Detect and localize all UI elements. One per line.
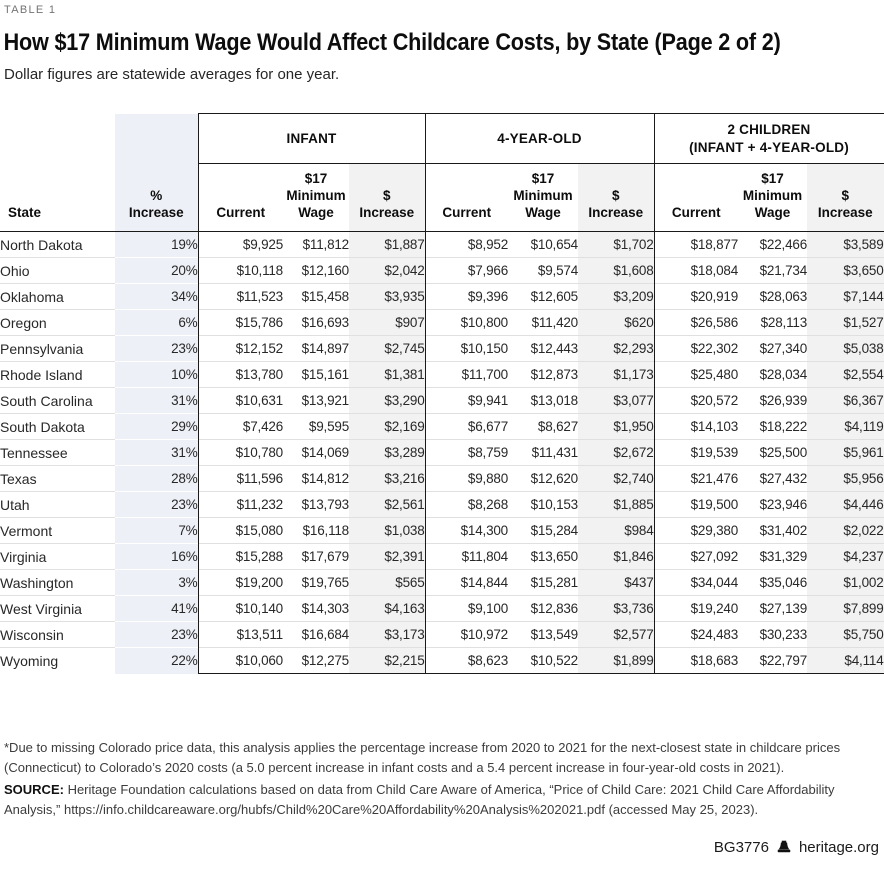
source-label: SOURCE: [4, 782, 64, 798]
table-row [0, 648, 884, 674]
value-cell: $11,431 [508, 440, 578, 466]
table-body [0, 232, 884, 674]
value-cell: $11,523 [198, 284, 283, 310]
value-cell: $2,740 [578, 466, 654, 492]
pct-increase-cell: 10% [115, 362, 198, 388]
report-id: BG3776 [713, 838, 769, 856]
value-cell: $10,631 [198, 388, 283, 414]
page-footer [0, 839, 884, 856]
value-cell: $8,952 [425, 232, 508, 258]
value-cell: $3,935 [349, 284, 425, 310]
value-cell: $3,589 [807, 232, 884, 258]
pct-increase-cell: 29% [115, 414, 198, 440]
table-row [0, 570, 884, 596]
table-label: TABLE 1 [4, 4, 57, 16]
state-cell: Utah [0, 492, 115, 518]
pct-increase-cell: 3% [115, 570, 198, 596]
value-cell: $4,446 [807, 492, 884, 518]
value-cell: $15,080 [198, 518, 283, 544]
page-subtitle: Dollar figures are statewide averages for one year. [4, 66, 340, 83]
value-cell: $1,002 [807, 570, 884, 596]
value-cell: $2,215 [349, 648, 425, 674]
value-cell: $15,786 [198, 310, 283, 336]
table-row [0, 544, 884, 570]
value-cell: $1,608 [578, 258, 654, 284]
value-cell: $5,961 [807, 440, 884, 466]
value-cell: $2,745 [349, 336, 425, 362]
value-cell: $1,038 [349, 518, 425, 544]
value-cell: $22,466 [759, 237, 808, 252]
table-row [0, 388, 884, 414]
state-cell: Oklahoma [0, 284, 115, 310]
value-cell: $13,793 [283, 492, 349, 518]
value-cell: $14,897 [283, 336, 349, 362]
group-header-infant: INFANT [198, 114, 425, 164]
value-cell: $28,113 [738, 310, 807, 336]
value-cell: $15,458 [283, 284, 349, 310]
table-row [0, 518, 884, 544]
heritage-bell-icon [776, 840, 792, 855]
value-cell: $7,144 [807, 284, 884, 310]
pct-increase-cell: 22% [115, 648, 198, 674]
state-cell: Vermont [0, 518, 115, 544]
value-cell: $9,574 [508, 258, 578, 284]
value-cell: $26,939 [738, 388, 807, 414]
value-cell: $19,200 [198, 570, 283, 596]
value-cell: $4,163 [349, 596, 425, 622]
value-cell: $907 [349, 310, 425, 336]
value-cell: $5,956 [807, 466, 884, 492]
value-cell: $3,736 [578, 596, 654, 622]
table-row [0, 362, 884, 388]
table-row [0, 622, 884, 648]
value-cell: $12,160 [283, 258, 349, 284]
value-cell: $29,380 [654, 518, 738, 544]
value-cell: $1,173 [578, 362, 654, 388]
value-cell: $8,627 [508, 414, 578, 440]
value-cell: $2,577 [578, 622, 654, 648]
value-cell: $2,022 [807, 518, 884, 544]
column-header-state: State [0, 164, 115, 232]
value-cell: $1,702 [578, 232, 654, 258]
value-cell: $18,877 [654, 232, 738, 258]
value-cell: $2,042 [349, 258, 425, 284]
sub-header-2ch-current: Current [654, 164, 738, 232]
pct-increase-cell: 41% [115, 596, 198, 622]
value-cell: $16,693 [283, 310, 349, 336]
page-title: How $17 Minimum Wage Would Affect Childcare Costs, by State (Page 2 of 2) [3, 29, 781, 56]
value-cell: $26,586 [654, 310, 738, 336]
value-cell: $620 [578, 310, 654, 336]
value-cell: $2,293 [578, 336, 654, 362]
value-cell: $1,846 [578, 544, 654, 570]
value-cell: $2,672 [578, 440, 654, 466]
state-cell: Pennsylvania [0, 336, 115, 362]
state-cell: Virginia [0, 544, 115, 570]
sub-header-4yo-min-wage: $17 Minimum Wage [508, 164, 578, 232]
value-cell: $4,119 [807, 414, 884, 440]
value-cell: $25,500 [738, 440, 807, 466]
value-cell: $22,302 [654, 336, 738, 362]
table-row [0, 336, 884, 362]
table-row [0, 258, 884, 284]
value-cell: $11,232 [198, 492, 283, 518]
value-cell: $15,288 [198, 544, 283, 570]
value-cell: $11,804 [425, 544, 508, 570]
value-cell: $12,152 [198, 336, 283, 362]
pct-increase-cell: 34% [115, 284, 198, 310]
value-cell: $14,069 [283, 440, 349, 466]
value-cell: $14,103 [654, 414, 738, 440]
value-cell: $12,836 [508, 596, 578, 622]
value-cell: $6,677 [425, 414, 508, 440]
value-cell: $10,153 [508, 492, 578, 518]
table-row [0, 492, 884, 518]
value-cell: $3,290 [349, 388, 425, 414]
pct-increase-cell: 28% [115, 466, 198, 492]
sub-header-infant-increase: $ Increase [349, 164, 425, 232]
value-cell: $5,750 [807, 622, 884, 648]
sub-header-2ch-increase: $ Increase [807, 164, 884, 232]
value-cell: $3,289 [349, 440, 425, 466]
value-cell: $15,284 [508, 518, 578, 544]
value-cell: $11,700 [425, 362, 508, 388]
value-cell: $1,899 [578, 648, 654, 674]
value-cell: $13,549 [508, 622, 578, 648]
sub-header-2ch-min-wage: $17 Minimum Wage [738, 164, 807, 232]
value-cell: $18,683 [654, 648, 738, 674]
value-cell: $4,114 [807, 648, 884, 674]
value-cell: $14,812 [283, 466, 349, 492]
value-cell: $6,367 [807, 388, 884, 414]
value-cell: $9,595 [283, 414, 349, 440]
value-cell: $10,118 [198, 258, 283, 284]
value-cell: $9,925 [198, 232, 283, 258]
pct-increase-cell: 31% [115, 440, 198, 466]
value-cell: $3,173 [349, 622, 425, 648]
value-cell: $4,237 [807, 544, 884, 570]
value-cell: $13,921 [283, 388, 349, 414]
value-cell: $12,275 [283, 648, 349, 674]
value-cell: $7,899 [807, 596, 884, 622]
value-cell: $10,140 [198, 596, 283, 622]
state-cell: Washington [0, 570, 115, 596]
value-cell: $20,572 [654, 388, 738, 414]
source-text: Heritage Foundation calculations based on data from Child Care Aware of America, “Price of Child Care: 2021 Child Care Affordability Analysis,” https://info.childcareaware.org/hubfs/Child%20Care%20Affordability%20Analysis%202021.pdf (accessed May 25, 2023). [4, 782, 835, 818]
table-row [0, 284, 884, 310]
value-cell: $12,620 [508, 466, 578, 492]
pct-increase-cell: 23% [115, 336, 198, 362]
value-cell: $31,329 [738, 544, 807, 570]
value-cell: $8,759 [425, 440, 508, 466]
value-cell: $7,966 [425, 258, 508, 284]
value-cell: $19,539 [654, 440, 738, 466]
pct-increase-cell: 19% [115, 232, 198, 258]
group-header-row [0, 114, 884, 164]
sub-header-4yo-current: Current [425, 164, 508, 232]
table-row [0, 466, 884, 492]
state-cell: West Virginia [0, 596, 115, 622]
value-cell: $14,300 [425, 518, 508, 544]
childcare-cost-table [0, 113, 884, 674]
footnote: *Due to missing Colorado price data, this analysis applies the percentage increase from 2020 to 2021 for the next-closest state in childcare prices (Connecticut) to Colorado’s 2020 costs (a 5.0 percent increase in infant costs and a 5.4 percent increase in four-year-old costs in 2021). [4, 740, 841, 776]
value-cell: $12,873 [508, 362, 578, 388]
value-cell: $10,654 [530, 237, 578, 252]
value-cell: $34,044 [654, 570, 738, 596]
value-cell: $2,554 [807, 362, 884, 388]
value-cell: $23,946 [738, 492, 807, 518]
table-row [0, 310, 884, 336]
value-cell: $15,281 [508, 570, 578, 596]
value-cell: $13,780 [198, 362, 283, 388]
value-cell: $16,118 [283, 518, 349, 544]
value-cell: $19,500 [654, 492, 738, 518]
value-cell: $10,150 [425, 336, 508, 362]
value-cell: $28,034 [738, 362, 807, 388]
value-cell: $984 [578, 518, 654, 544]
value-cell: $16,684 [283, 622, 349, 648]
value-cell: $10,972 [425, 622, 508, 648]
table-row [0, 232, 884, 258]
value-cell: $13,018 [508, 388, 578, 414]
value-cell: $10,780 [198, 440, 283, 466]
value-cell: $565 [349, 570, 425, 596]
value-cell: $22,797 [738, 648, 807, 674]
notes-section [0, 738, 884, 821]
state-cell: Oregon [0, 310, 115, 336]
value-cell: $10,522 [508, 648, 578, 674]
value-cell: $14,303 [283, 596, 349, 622]
column-header-pct-increase: % Increase [115, 164, 198, 232]
value-cell: $12,605 [508, 284, 578, 310]
value-cell: $19,240 [654, 596, 738, 622]
state-cell: North Dakota [0, 236, 83, 253]
value-cell: $27,340 [738, 336, 807, 362]
value-cell: $9,941 [425, 388, 508, 414]
state-cell: South Carolina [0, 388, 115, 414]
value-cell: $25,480 [654, 362, 738, 388]
value-cell: $10,800 [425, 310, 508, 336]
value-cell: $35,046 [738, 570, 807, 596]
value-cell: $9,100 [425, 596, 508, 622]
value-cell: $10,060 [198, 648, 283, 674]
value-cell: $18,222 [738, 414, 807, 440]
value-cell: $13,511 [198, 622, 283, 648]
value-cell: $27,092 [654, 544, 738, 570]
value-cell: $11,420 [508, 310, 578, 336]
state-cell: South Dakota [0, 414, 115, 440]
value-cell: $1,527 [807, 310, 884, 336]
value-cell: $3,209 [578, 284, 654, 310]
value-cell: $14,844 [425, 570, 508, 596]
state-cell: Wyoming [0, 648, 115, 674]
value-cell: $8,623 [425, 648, 508, 674]
state-cell: Ohio [0, 258, 115, 284]
pct-increase-cell: 23% [115, 492, 198, 518]
value-cell: $3,650 [807, 258, 884, 284]
value-cell: $437 [578, 570, 654, 596]
state-cell: Texas [0, 466, 115, 492]
pct-increase-cell: 20% [115, 258, 198, 284]
value-cell: $11,812 [302, 237, 349, 252]
value-cell: $18,084 [654, 258, 738, 284]
value-cell: $5,038 [807, 336, 884, 362]
value-cell: $7,426 [198, 414, 283, 440]
value-cell: $20,919 [654, 284, 738, 310]
value-cell: $2,391 [349, 544, 425, 570]
value-cell: $17,679 [283, 544, 349, 570]
value-cell: $2,561 [349, 492, 425, 518]
value-cell: $21,476 [654, 466, 738, 492]
pct-increase-cell: 31% [115, 388, 198, 414]
value-cell: $31,402 [738, 518, 807, 544]
value-cell: $3,077 [578, 388, 654, 414]
pct-increase-cell: 23% [115, 622, 198, 648]
pct-increase-cell: 7% [115, 518, 198, 544]
value-cell: $3,216 [349, 466, 425, 492]
footer-site: heritage.org [798, 838, 879, 856]
state-cell: Rhode Island [0, 362, 115, 388]
table-row [0, 414, 884, 440]
table-row [0, 440, 884, 466]
value-cell: $12,443 [508, 336, 578, 362]
sub-header-4yo-increase: $ Increase [578, 164, 654, 232]
sub-header-infant-current: Current [198, 164, 283, 232]
value-cell: $19,765 [283, 570, 349, 596]
value-cell: $15,161 [283, 362, 349, 388]
value-cell: $13,650 [508, 544, 578, 570]
pct-increase-cell: 6% [115, 310, 198, 336]
pct-increase-cell: 16% [115, 544, 198, 570]
value-cell: $1,381 [349, 362, 425, 388]
value-cell: $24,483 [654, 622, 738, 648]
value-cell: $2,169 [349, 414, 425, 440]
state-cell: Tennessee [0, 440, 115, 466]
value-cell: $11,596 [198, 466, 283, 492]
value-cell: $30,233 [738, 622, 807, 648]
state-cell: Wisconsin [0, 622, 115, 648]
group-header-4-year-old: 4-YEAR-OLD [425, 114, 654, 164]
table-row [0, 596, 884, 622]
value-cell: $1,950 [578, 414, 654, 440]
sub-header-infant-min-wage: $17 Minimum Wage [283, 164, 349, 232]
value-cell: $28,063 [738, 284, 807, 310]
value-cell: $8,268 [425, 492, 508, 518]
value-cell: $1,887 [349, 232, 425, 258]
value-cell: $27,139 [738, 596, 807, 622]
value-cell: $1,885 [578, 492, 654, 518]
column-header-row [0, 164, 884, 232]
corner-blank [0, 114, 115, 164]
pct-column-blank [115, 114, 198, 164]
value-cell: $9,880 [425, 466, 508, 492]
value-cell: $21,734 [738, 258, 807, 284]
source-line [4, 780, 878, 820]
value-cell: $27,432 [738, 466, 807, 492]
value-cell: $9,396 [425, 284, 508, 310]
group-header-2-children: 2 CHILDREN (INFANT + 4-YEAR-OLD) [654, 114, 884, 164]
